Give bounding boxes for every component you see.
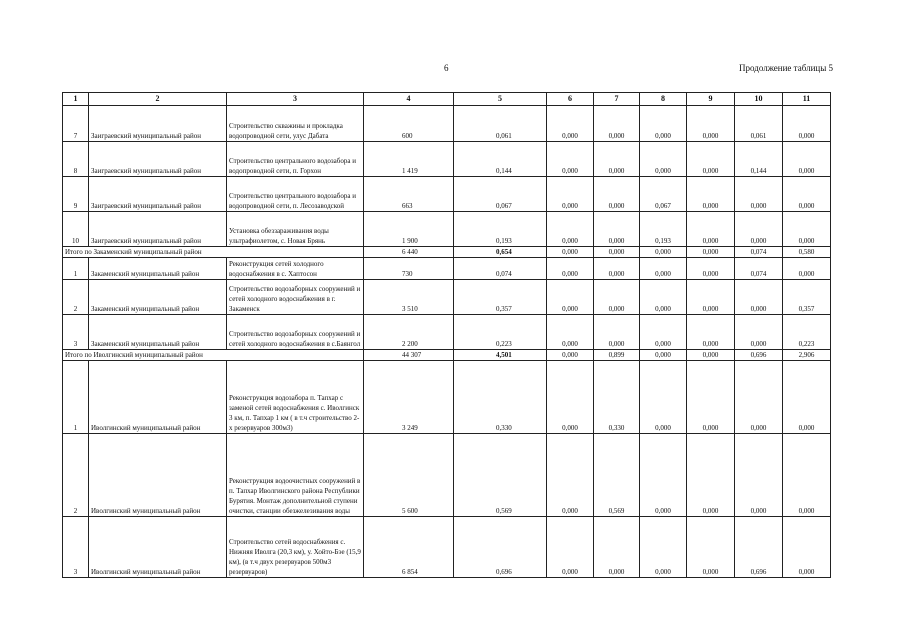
row-number: 3 [63, 517, 89, 578]
value-cell: 0,000 [640, 247, 687, 258]
value-cell: 0,000 [783, 212, 831, 247]
value-cell: 0,000 [547, 212, 594, 247]
data-table [62, 92, 831, 578]
value-cell: 0,000 [594, 177, 640, 212]
value-cell: 0,000 [640, 106, 687, 142]
total-label: Итого по Закаменский муниципальный район [63, 247, 364, 258]
value-cell: 0,074 [735, 258, 783, 280]
object-cell: Строительство центрального водозабора и водопроводной сети, п. Лесозаводской [227, 177, 364, 212]
value-cell: 1 419 [364, 142, 454, 177]
value-cell: 0,696 [454, 517, 547, 578]
value-cell: 0,000 [594, 212, 640, 247]
header-cell: 5 [454, 93, 547, 106]
header-cell: 3 [227, 93, 364, 106]
object-cell: Строительство центрального водозабора и водопроводной сети, п. Горхон [227, 142, 364, 177]
value-cell: 0,000 [687, 280, 735, 315]
value-cell: 0,144 [454, 142, 547, 177]
value-cell: 0,000 [547, 361, 594, 434]
total-label: Итого по Иволгинский муниципальный район [63, 350, 364, 361]
table-row [63, 315, 831, 350]
value-cell: 4,501 [454, 350, 547, 361]
value-cell: 0,000 [640, 350, 687, 361]
value-cell: 0,074 [454, 258, 547, 280]
header-cell: 1 [63, 93, 89, 106]
row-number: 9 [63, 177, 89, 212]
value-cell: 3 510 [364, 280, 454, 315]
header-cell: 4 [364, 93, 454, 106]
value-cell: 0,223 [454, 315, 547, 350]
value-cell: 0,000 [640, 280, 687, 315]
table-row [63, 212, 831, 247]
value-cell: 0,000 [594, 280, 640, 315]
value-cell: 0,000 [547, 106, 594, 142]
value-cell: 6 854 [364, 517, 454, 578]
value-cell: 0,061 [454, 106, 547, 142]
row-number: 1 [63, 361, 89, 434]
value-cell: 730 [364, 258, 454, 280]
object-cell: Строительство водозаборных сооружений и сетей холодного водоснабжения в с.Баянгол [227, 315, 364, 350]
value-cell: 0,569 [454, 434, 547, 517]
value-cell: 2 200 [364, 315, 454, 350]
header-row [63, 93, 831, 106]
value-cell: 0,580 [783, 247, 831, 258]
value-cell: 0,000 [547, 177, 594, 212]
table-row [63, 258, 831, 280]
district-cell: Заиграевский муниципальный район [89, 106, 227, 142]
row-number: 8 [63, 142, 89, 177]
header-cell: 2 [89, 93, 227, 106]
value-cell: 0,000 [735, 177, 783, 212]
value-cell: 0,061 [735, 106, 783, 142]
value-cell: 0,000 [640, 315, 687, 350]
total-row [63, 247, 831, 258]
value-cell: 0,000 [640, 434, 687, 517]
value-cell: 0,000 [687, 247, 735, 258]
value-cell: 0,330 [454, 361, 547, 434]
value-cell: 0,000 [735, 434, 783, 517]
header-cell: 6 [547, 93, 594, 106]
value-cell: 0,000 [687, 361, 735, 434]
header-cell: 10 [735, 93, 783, 106]
object-cell: Строительство водозаборных сооружений и сетей холодного водоснабжения в г. Закаменск [227, 280, 364, 315]
total-row [63, 350, 831, 361]
value-cell: 663 [364, 177, 454, 212]
object-cell: Реконструкция сетей холодного водоснабжения в с. Хаптосон [227, 258, 364, 280]
table-continuation-label: Продолжение таблицы 5 [739, 63, 833, 73]
value-cell: 0,000 [735, 315, 783, 350]
value-cell: 0,000 [594, 517, 640, 578]
header-cell: 7 [594, 93, 640, 106]
value-cell: 0,000 [687, 212, 735, 247]
table-row [63, 517, 831, 578]
value-cell: 0,000 [547, 315, 594, 350]
value-cell: 0,000 [640, 517, 687, 578]
row-number: 1 [63, 258, 89, 280]
district-cell: Заиграевский муниципальный район [89, 212, 227, 247]
value-cell: 0,000 [783, 106, 831, 142]
header-cell: 8 [640, 93, 687, 106]
object-cell: Реконструкция водозабора п. Тапхар с заменой сетей водоснабжения с. Иволгинск 3 км, п. Тапхар 1 км ( в т.ч строительство 2-х резервуаров 300м3) [227, 361, 364, 434]
district-cell: Заиграевский муниципальный район [89, 142, 227, 177]
value-cell: 0,000 [594, 106, 640, 142]
value-cell: 0,000 [783, 142, 831, 177]
district-cell: Иволгинский муниципальный район [89, 361, 227, 434]
value-cell: 0,357 [783, 280, 831, 315]
district-cell: Иволгинский муниципальный район [89, 517, 227, 578]
object-cell: Реконструкция водоочистных сооружений в п. Тапхар Иволгинского района Республики Бурятия. Монтаж дополнительной ступени очистки, станции обезжелезивания воды [227, 434, 364, 517]
value-cell: 44 307 [364, 350, 454, 361]
value-cell: 0,000 [547, 517, 594, 578]
row-number: 3 [63, 315, 89, 350]
header-cell: 11 [783, 93, 831, 106]
value-cell: 0,000 [640, 361, 687, 434]
district-cell: Закаменский муниципальный район [89, 315, 227, 350]
value-cell: 5 600 [364, 434, 454, 517]
table-row [63, 361, 831, 434]
value-cell: 0,696 [735, 517, 783, 578]
value-cell: 0,569 [594, 434, 640, 517]
value-cell: 0,000 [783, 361, 831, 434]
value-cell: 0,654 [454, 247, 547, 258]
value-cell: 600 [364, 106, 454, 142]
value-cell: 0,000 [547, 350, 594, 361]
value-cell: 0,000 [783, 517, 831, 578]
row-number: 2 [63, 280, 89, 315]
district-cell: Закаменский муниципальный район [89, 258, 227, 280]
value-cell: 0,000 [547, 434, 594, 517]
district-cell: Иволгинский муниципальный район [89, 434, 227, 517]
value-cell: 0,000 [640, 142, 687, 177]
value-cell: 0,899 [594, 350, 640, 361]
value-cell: 0,330 [594, 361, 640, 434]
value-cell: 0,000 [687, 258, 735, 280]
value-cell: 0,067 [454, 177, 547, 212]
row-number: 7 [63, 106, 89, 142]
value-cell: 0,000 [594, 258, 640, 280]
value-cell: 1 900 [364, 212, 454, 247]
value-cell: 0,193 [454, 212, 547, 247]
value-cell: 0,000 [594, 142, 640, 177]
value-cell: 0,000 [735, 280, 783, 315]
table-row [63, 142, 831, 177]
value-cell: 0,000 [547, 247, 594, 258]
value-cell: 0,000 [687, 315, 735, 350]
row-number: 2 [63, 434, 89, 517]
object-cell: Строительство скважины и прокладка водопроводной сети, улус Дабата [227, 106, 364, 142]
value-cell: 0,000 [687, 350, 735, 361]
value-cell: 0,357 [454, 280, 547, 315]
object-cell: Установка обеззараживания воды ультрафиолетом, с. Новая Брянь [227, 212, 364, 247]
value-cell: 0,000 [783, 177, 831, 212]
value-cell: 0,000 [547, 280, 594, 315]
value-cell: 0,696 [735, 350, 783, 361]
value-cell: 0,000 [735, 212, 783, 247]
value-cell: 0,223 [783, 315, 831, 350]
value-cell: 3 249 [364, 361, 454, 434]
value-cell: 0,000 [783, 258, 831, 280]
value-cell: 0,144 [735, 142, 783, 177]
table-row [63, 280, 831, 315]
value-cell: 0,000 [594, 315, 640, 350]
table-row [63, 177, 831, 212]
district-cell: Заиграевский муниципальный район [89, 177, 227, 212]
page-number: 6 [444, 63, 449, 73]
object-cell: Строительство сетей водоснабжения с. Нижняя Иволга (20,3 км), у. Хойто-Бэе (15,9 км), (в т.ч двух резервуаров 500м3 резервуаров) [227, 517, 364, 578]
value-cell: 0,000 [687, 434, 735, 517]
value-cell: 0,000 [594, 247, 640, 258]
value-cell: 0,000 [687, 177, 735, 212]
value-cell: 0,000 [783, 434, 831, 517]
value-cell: 0,000 [640, 258, 687, 280]
value-cell: 0,000 [687, 106, 735, 142]
value-cell: 0,000 [547, 258, 594, 280]
value-cell: 0,193 [640, 212, 687, 247]
value-cell: 0,000 [735, 361, 783, 434]
value-cell: 0,000 [687, 142, 735, 177]
value-cell: 2,906 [783, 350, 831, 361]
value-cell: 6 440 [364, 247, 454, 258]
table-row [63, 434, 831, 517]
value-cell: 0,000 [547, 142, 594, 177]
district-cell: Закаменский муниципальный район [89, 280, 227, 315]
value-cell: 0,000 [687, 517, 735, 578]
value-cell: 0,067 [640, 177, 687, 212]
row-number: 10 [63, 212, 89, 247]
table-row [63, 106, 831, 142]
header-cell: 9 [687, 93, 735, 106]
value-cell: 0,074 [735, 247, 783, 258]
